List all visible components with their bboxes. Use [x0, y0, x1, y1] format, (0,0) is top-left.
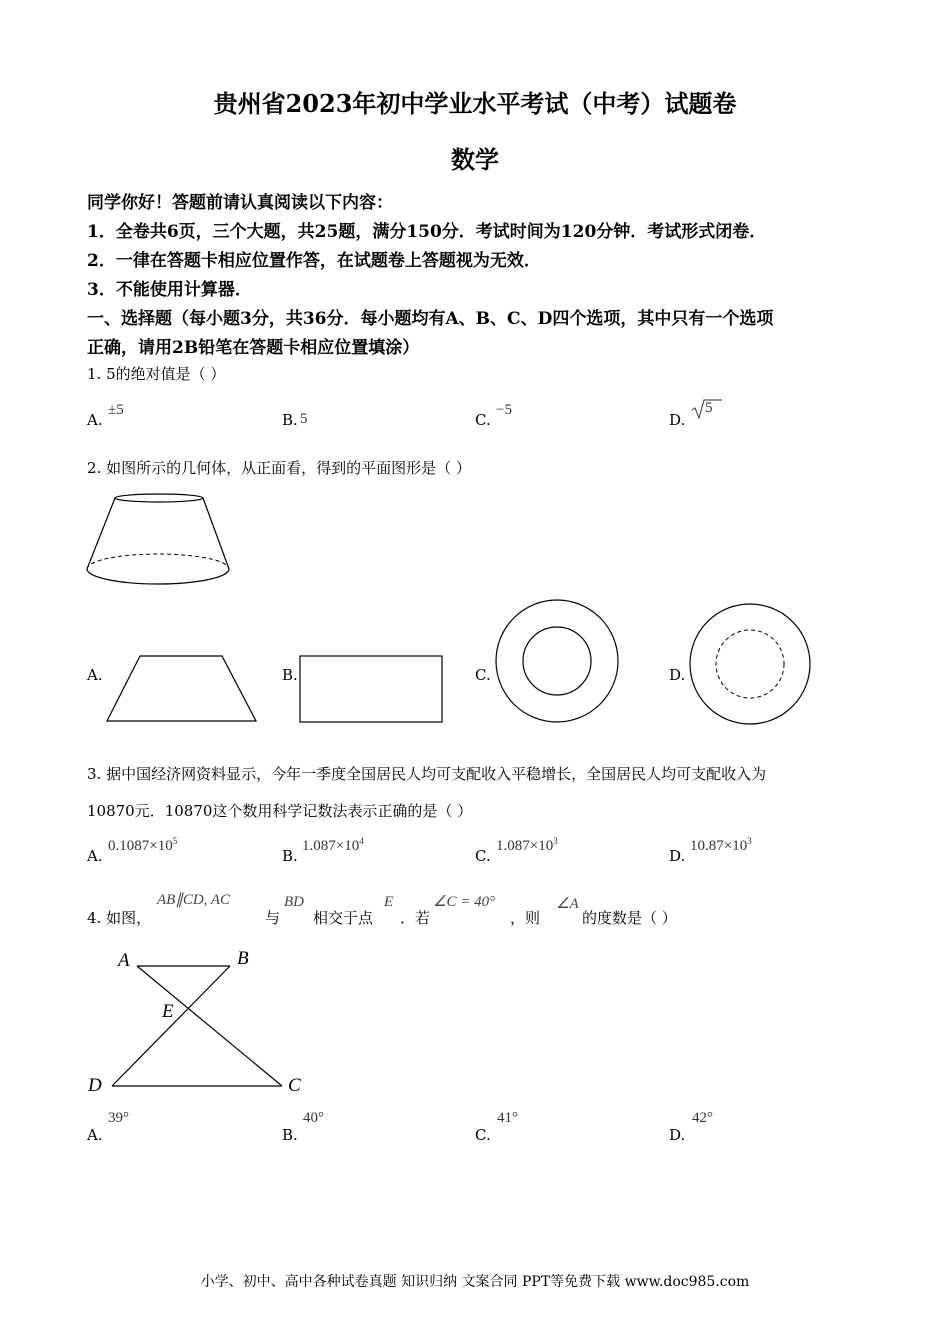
q4-option-a-value: 39°: [108, 1110, 129, 1126]
subject-title: 数学: [451, 145, 499, 174]
section-heading: 一、选择题（每小题3分，共36分．每小题均有A、B、C、D四个选项，其中只有一个选项: [87, 309, 774, 329]
q4-option-c-value: 41°: [497, 1110, 518, 1126]
trapezoid-figure: [104, 652, 259, 724]
question-3-stem-line1: 3. 据中国经济网资料显示，今年一季度全国居民人均可支配收入平稳增长，全国居民人均可支配收入为: [87, 765, 767, 783]
q4-option-c-label: C.: [475, 1126, 491, 1144]
q1-option-d-value: 5: [705, 400, 713, 416]
instruction-item: 1．全卷共6页，三个大题，共25题，满分150分．考试时间为120分钟．考试形式闭卷．: [87, 222, 767, 242]
q4-point-e: E: [384, 894, 394, 910]
question-1-stem: 1. 5的绝对值是（ ）: [87, 365, 226, 383]
question-2-stem: 2. 如图所示的几何体，从正面看，得到的平面图形是（ ）: [87, 459, 471, 477]
q4-text-intersect: 相交于点: [313, 909, 374, 927]
concentric-circles-solid-figure: [492, 596, 622, 726]
q4-angle-a: ∠A: [556, 896, 579, 912]
q1-option-b-label: B.: [282, 411, 298, 429]
figure-label-a: A: [118, 950, 130, 971]
exam-title: 贵州省2023年初中学业水平考试（中考）试题卷: [213, 89, 737, 118]
figure-label-e: E: [162, 1001, 174, 1022]
figure-label-d: D: [88, 1075, 102, 1096]
concentric-circles-dashed-figure: [686, 600, 814, 728]
q1-option-d-label: D.: [669, 411, 686, 429]
frustum-figure: [80, 490, 240, 590]
q4-angle-c: ∠C = 40°: [433, 894, 496, 910]
q4-option-b-label: B.: [282, 1126, 298, 1144]
q4-option-d-label: D.: [669, 1126, 686, 1144]
q3-option-b-value: $1.087\times 10^4$: [302, 836, 364, 854]
q4-text-if: ．若: [400, 909, 431, 927]
q3-option-c-label: C.: [475, 847, 491, 865]
q1-option-b-value: 5: [300, 411, 308, 427]
q2-option-d-label: D.: [669, 666, 686, 684]
instruction-item: 2．一律在答题卡相应位置作答，在试题卷上答题视为无效．: [87, 251, 541, 271]
q3-option-d-value: $10.87\times 10^3$: [690, 836, 752, 854]
q1-option-c-label: C.: [475, 411, 491, 429]
q1-option-a-label: A.: [87, 411, 103, 429]
parallel-lines-figure: [84, 944, 314, 1096]
figure-label-c: C: [288, 1075, 301, 1096]
q2-option-a-label: A.: [87, 666, 103, 684]
q4-text-suffix: 的度数是（ ）: [582, 909, 677, 927]
q4-text-then: ，则: [510, 909, 541, 927]
q3-option-d-label: D.: [669, 847, 686, 865]
q1-option-c-value: −5: [496, 402, 512, 418]
q4-option-a-label: A.: [87, 1126, 103, 1144]
rectangle-figure: [298, 654, 446, 724]
q3-option-a-value: $0.1087\times 10^5$: [108, 836, 178, 854]
q4-segment-bd: BD: [284, 894, 304, 910]
q4-option-d-value: 42°: [692, 1110, 713, 1126]
q3-option-b-label: B.: [282, 847, 298, 865]
instruction-item: 3．不能使用计算器．: [87, 280, 252, 300]
instructions-greeting: 同学你好！答题前请认真阅读以下内容：: [87, 193, 393, 213]
q2-option-c-label: C.: [475, 666, 491, 684]
figure-label-b: B: [237, 948, 249, 969]
q4-parallel-condition: AB∥CD, AC: [157, 892, 231, 908]
q3-option-c-value: $1.087\times 10^3$: [496, 836, 558, 854]
question-3-stem-line2: 10870元．10870这个数用科学记数法表示正确的是（ ）: [87, 802, 473, 820]
footer-text: 小学、初中、高中各种试卷真题 知识归纳 文案合同 PPT等免费下载 www.doc985.com: [200, 1274, 750, 1290]
q1-option-a-value: ±5: [108, 402, 124, 418]
q4-text-with: 与: [265, 909, 281, 927]
question-4-prefix: 4. 如图，: [87, 909, 152, 927]
q2-option-b-label: B.: [282, 666, 298, 684]
section-heading-cont: 正确，请用2B铅笔在答题卡相应位置填涂）: [87, 338, 420, 358]
q4-option-b-value: 40°: [303, 1110, 324, 1126]
q3-option-a-label: A.: [87, 847, 103, 865]
